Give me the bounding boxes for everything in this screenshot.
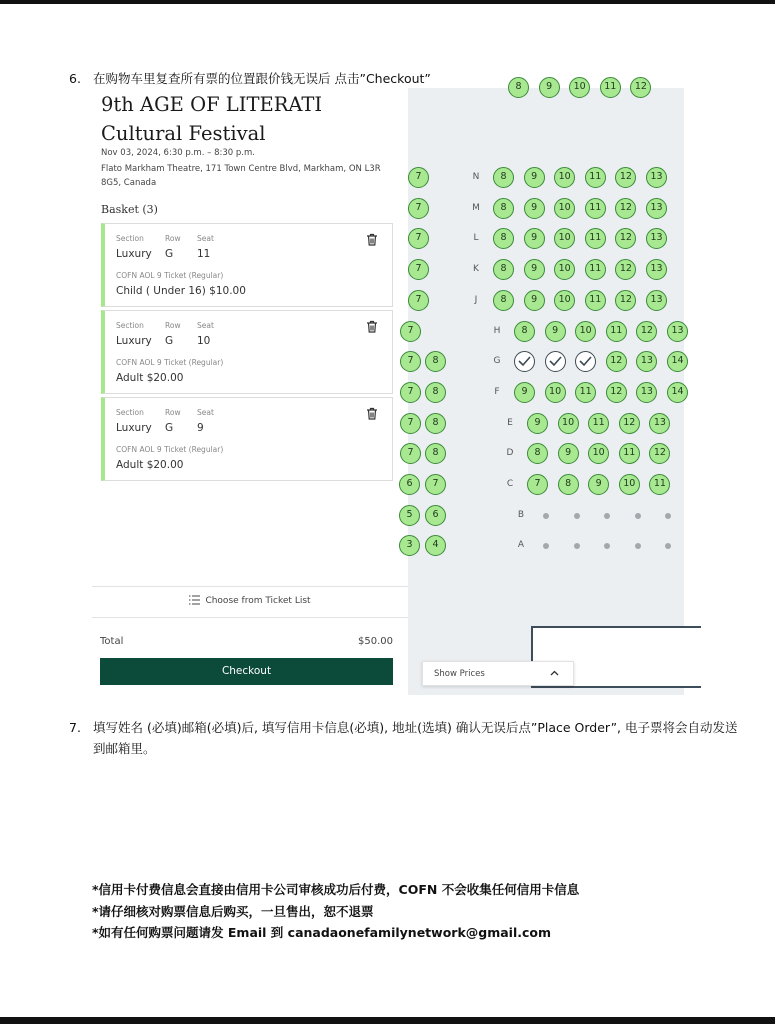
ticket-row: G <box>165 422 174 434</box>
seat-header: Seat <box>197 234 214 243</box>
seat[interactable]: 7 <box>400 443 421 464</box>
note-line: *如有任何购票问题请发 Email 到 canadaonefamilynetwork@gmail.com <box>92 925 552 940</box>
seat[interactable]: 13 <box>646 198 667 219</box>
seat[interactable]: 7 <box>408 290 429 311</box>
seat[interactable]: 8 <box>493 228 514 249</box>
seat[interactable]: 10 <box>554 259 575 280</box>
seat[interactable]: 9 <box>558 443 579 464</box>
row-label: D <box>506 448 514 459</box>
seat[interactable]: 8 <box>425 443 446 464</box>
ticket-price: Adult $20.00 <box>116 372 184 384</box>
ticket-price: Child ( Under 16) $10.00 <box>116 285 246 297</box>
total-value: $50.00 <box>358 636 393 647</box>
divider <box>92 586 408 587</box>
seat-selected[interactable] <box>514 351 535 372</box>
seat[interactable]: 10 <box>554 228 575 249</box>
seat[interactable]: 3 <box>399 535 420 556</box>
unavailable-seat <box>574 513 580 519</box>
step-6-text: 在购物车里复查所有票的位置跟价钱无误后 点击”Checkout” <box>93 71 431 86</box>
unavailable-seat <box>574 543 580 549</box>
basket-heading: Basket (3) <box>101 203 158 216</box>
event-title: 9th AGE OF LITERATI Cultural Festival <box>101 93 323 145</box>
seat[interactable]: 9 <box>524 198 545 219</box>
seat[interactable]: 12 <box>630 77 651 98</box>
seat[interactable]: 8 <box>527 443 548 464</box>
seat[interactable]: 12 <box>615 290 636 311</box>
seat[interactable]: 8 <box>425 351 446 372</box>
unavailable-seat <box>543 513 549 519</box>
row-label: N <box>472 172 480 182</box>
seat[interactable]: 8 <box>493 167 514 188</box>
seat[interactable]: 9 <box>524 259 545 280</box>
seat[interactable]: 11 <box>600 77 621 98</box>
unavailable-seat <box>635 543 641 549</box>
row-label: H <box>493 325 501 336</box>
seat[interactable]: 10 <box>558 413 579 434</box>
seat[interactable]: 7 <box>400 413 421 434</box>
ticket-row: G <box>165 248 174 260</box>
show-prices-label: Show Prices <box>434 669 485 679</box>
seat[interactable]: 11 <box>575 382 596 403</box>
seat[interactable]: 10 <box>588 443 609 464</box>
checkout-button[interactable]: Checkout <box>100 658 393 685</box>
list-icon <box>189 595 200 605</box>
chevron-up-icon <box>550 670 559 676</box>
ticket-section: Luxury <box>116 248 152 260</box>
unavailable-seat <box>543 543 549 549</box>
section-header: Section <box>116 408 144 417</box>
seat[interactable]: 12 <box>619 413 640 434</box>
seat[interactable]: 12 <box>615 228 636 249</box>
seat[interactable]: 7 <box>408 228 429 249</box>
seat[interactable]: 13 <box>646 259 667 280</box>
seat[interactable]: 8 <box>493 290 514 311</box>
ticket-type: COFN AOL 9 Ticket (Regular) <box>116 271 224 280</box>
seat[interactable]: 9 <box>545 321 566 342</box>
row-header: Row <box>165 234 181 243</box>
page-top-border <box>0 0 775 4</box>
seat[interactable]: 12 <box>615 167 636 188</box>
row-label: B <box>517 509 525 520</box>
seat[interactable]: 10 <box>554 167 575 188</box>
section-header: Section <box>116 321 144 330</box>
seat[interactable]: 8 <box>558 474 579 495</box>
checkmark-icon <box>518 356 531 366</box>
section-header: Section <box>116 234 144 243</box>
seat[interactable]: 4 <box>425 535 446 556</box>
seat[interactable]: 9 <box>527 413 548 434</box>
note-line: *请仔细核对购票信息后购买，一旦售出，恕不退票 <box>92 903 374 919</box>
step-6-number: 6. <box>69 71 81 86</box>
seat[interactable]: 13 <box>646 228 667 249</box>
seat[interactable]: 11 <box>585 228 606 249</box>
seat[interactable]: 9 <box>588 474 609 495</box>
seat[interactable]: 7 <box>408 259 429 280</box>
seat[interactable]: 10 <box>545 382 566 403</box>
unavailable-seat <box>665 543 671 549</box>
seat[interactable]: 12 <box>615 259 636 280</box>
seat[interactable]: 11 <box>649 474 670 495</box>
seat-selected[interactable] <box>575 351 596 372</box>
seat[interactable]: 7 <box>400 382 421 403</box>
seat[interactable]: 8 <box>425 382 446 403</box>
seat[interactable]: 12 <box>606 351 627 372</box>
event-venue: Flato Markham Theatre, 171 Town Centre Blvd, Markham, ON L3R 8G5, Canada <box>101 164 381 188</box>
seat[interactable]: 11 <box>588 413 609 434</box>
seat[interactable]: 13 <box>646 290 667 311</box>
seat[interactable]: 13 <box>646 167 667 188</box>
seat-selected[interactable] <box>545 351 566 372</box>
step-7-text: 填写姓名 (必填)邮箱(必填)后, 填写信用卡信息(必填), 地址(选填) 确认无误后点”Place Order”, 电子票将会自动发送到邮箱里。 <box>93 720 738 756</box>
unavailable-seat <box>604 513 610 519</box>
ticket-seat: 11 <box>197 248 211 260</box>
seat[interactable]: 11 <box>585 198 606 219</box>
unavailable-seat <box>604 543 610 549</box>
seat[interactable]: 7 <box>425 474 446 495</box>
choose-from-ticket-list[interactable] <box>92 595 408 606</box>
row-label: M <box>472 202 480 213</box>
seat-header: Seat <box>197 321 214 330</box>
seat[interactable]: 10 <box>569 77 590 98</box>
row-label: K <box>473 264 479 275</box>
seat[interactable]: 8 <box>508 77 529 98</box>
note-line: *信用卡付费信息会直接由信用卡公司审核成功后付费，COFN 不会收集任何信用卡信息 <box>92 882 580 897</box>
notes <box>92 879 732 944</box>
seat[interactable]: 10 <box>554 198 575 219</box>
seat[interactable]: 13 <box>649 413 670 434</box>
seat[interactable]: 10 <box>575 321 596 342</box>
seat[interactable]: 14 <box>667 382 688 403</box>
seat[interactable]: 9 <box>524 167 545 188</box>
total-label: Total <box>100 636 124 647</box>
seat[interactable]: 8 <box>493 259 514 280</box>
unavailable-seat <box>635 513 641 519</box>
row-header: Row <box>165 408 181 417</box>
row-label: F <box>494 386 500 397</box>
seat[interactable]: 6 <box>425 505 446 526</box>
ticket-card <box>101 223 393 307</box>
seat[interactable]: 11 <box>585 167 606 188</box>
row-label: C <box>506 479 514 489</box>
ticket-card <box>101 397 393 481</box>
seat[interactable]: 7 <box>408 167 429 188</box>
seat[interactable]: 9 <box>524 228 545 249</box>
seat[interactable]: 7 <box>527 474 548 495</box>
row-label: A <box>517 540 525 551</box>
seat[interactable]: 10 <box>554 290 575 311</box>
ticket-seat: 9 <box>197 422 204 434</box>
seat[interactable]: 12 <box>615 198 636 219</box>
unavailable-seat <box>665 513 671 519</box>
step-7-number: 7. <box>69 720 81 735</box>
checkmark-icon <box>549 356 562 366</box>
ticket-card <box>101 310 393 394</box>
step-7 <box>69 717 749 761</box>
seat[interactable]: 14 <box>667 351 688 372</box>
ticket-type: COFN AOL 9 Ticket (Regular) <box>116 358 224 367</box>
seat[interactable]: 13 <box>636 351 657 372</box>
ticket-row: G <box>165 335 174 347</box>
seat[interactable]: 12 <box>606 382 627 403</box>
show-prices-button[interactable] <box>422 661 574 686</box>
seat[interactable]: 7 <box>400 351 421 372</box>
seat[interactable]: 9 <box>539 77 560 98</box>
seat[interactable]: 9 <box>514 382 535 403</box>
seat[interactable]: 11 <box>606 321 627 342</box>
ticket-type: COFN AOL 9 Ticket (Regular) <box>116 445 224 454</box>
trash-icon[interactable] <box>366 407 378 420</box>
seat[interactable]: 7 <box>408 198 429 219</box>
seat-map <box>406 81 684 695</box>
ticket-section: Luxury <box>116 422 152 434</box>
trash-icon[interactable] <box>366 233 378 246</box>
trash-icon[interactable] <box>366 320 378 333</box>
row-header: Row <box>165 321 181 330</box>
seat[interactable]: 9 <box>524 290 545 311</box>
seat[interactable]: 6 <box>399 474 420 495</box>
seat[interactable]: 11 <box>585 259 606 280</box>
page-bottom-border <box>0 1017 775 1024</box>
seat[interactable]: 11 <box>585 290 606 311</box>
checkout-screenshot <box>92 81 684 695</box>
choose-label: Choose from Ticket List <box>205 596 311 606</box>
seat[interactable]: 10 <box>619 474 640 495</box>
seat[interactable]: 5 <box>399 505 420 526</box>
checkmark-icon <box>579 356 592 366</box>
basket-panel <box>92 88 408 695</box>
seat[interactable]: 13 <box>667 321 688 342</box>
divider <box>92 617 408 618</box>
seat[interactable]: 8 <box>425 413 446 434</box>
event-date: Nov 03, 2024, 6:30 p.m. – 8:30 p.m. <box>101 148 255 158</box>
seat[interactable]: 13 <box>636 382 657 403</box>
seat[interactable]: 7 <box>400 321 421 342</box>
seat[interactable]: 8 <box>514 321 535 342</box>
row-label: G <box>493 356 501 367</box>
ticket-price: Adult $20.00 <box>116 459 184 471</box>
ticket-seat: 10 <box>197 335 211 347</box>
ticket-section: Luxury <box>116 335 152 347</box>
seat-header: Seat <box>197 408 214 417</box>
row-label: L <box>473 233 479 244</box>
seat[interactable]: 12 <box>649 443 670 464</box>
seat[interactable]: 8 <box>493 198 514 219</box>
seat[interactable]: 12 <box>636 321 657 342</box>
row-label: E <box>507 417 513 428</box>
seat[interactable]: 11 <box>619 443 640 464</box>
row-label: J <box>474 294 478 305</box>
